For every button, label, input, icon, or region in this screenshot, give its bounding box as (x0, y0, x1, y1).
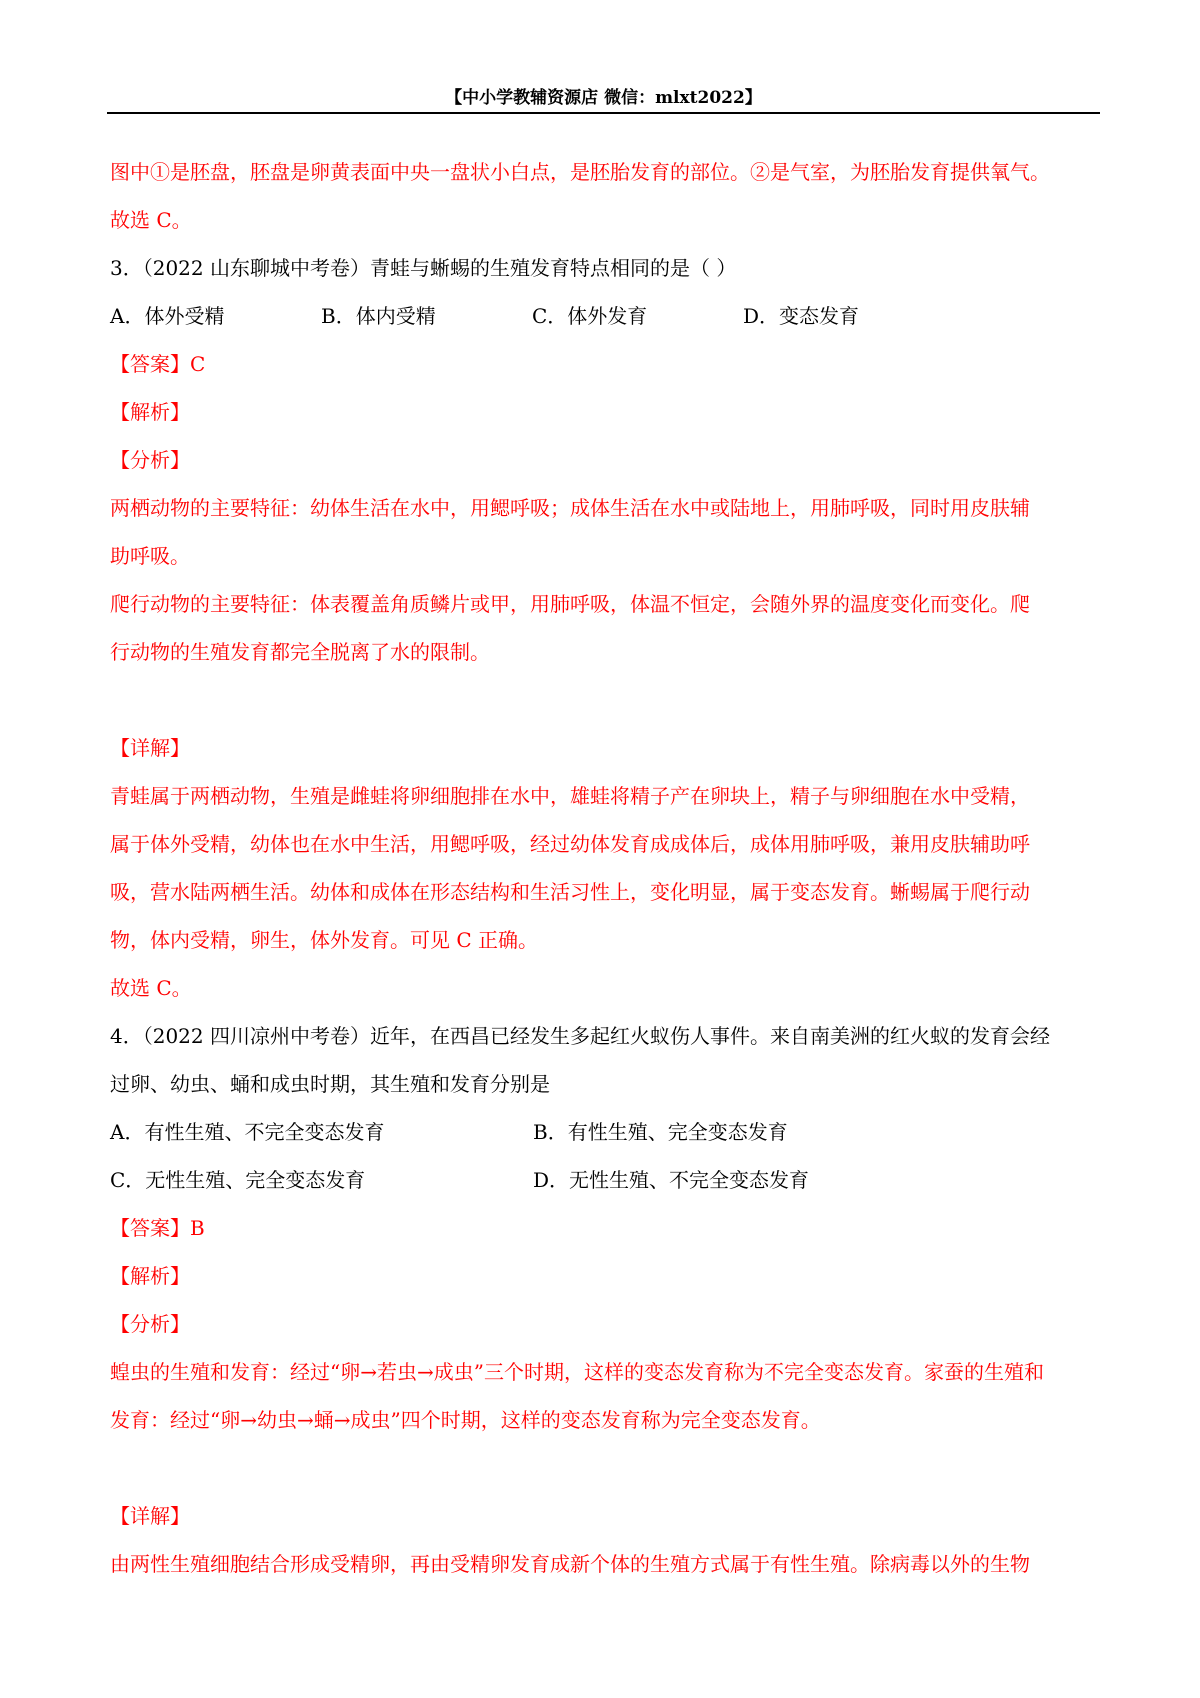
q4-options-row1 (110, 1108, 1100, 1156)
q3-fenxi-heading: 【分析】 (110, 448, 190, 472)
q3-option-b: B．体内受精 (321, 304, 436, 328)
q4-option-c: C．无性生殖、完全变态发育 (110, 1168, 366, 1192)
q4-stem-line: 过卵、幼虫、蛹和成虫时期，其生殖和发育分别是 (110, 1072, 550, 1096)
q4-answer: 【答案】B (110, 1216, 205, 1240)
q3-analysis-line: 两栖动物的主要特征：幼体生活在水中，用鳃呼吸；成体生活在水中或陆地上，用肺呼吸，同时用皮肤辅 (110, 496, 1030, 520)
q3-option-a: A．体外受精 (110, 304, 225, 328)
q3-analysis-line: 助呼吸。 (110, 544, 190, 568)
q3-detail-line: 吸，营水陆两栖生活。幼体和成体在形态结构和生活习性上，变化明显，属于变态发育。蜥蜴属于爬行动 (110, 880, 1030, 904)
q4-option-d: D．无性生殖、不完全变态发育 (533, 1168, 810, 1192)
q3-conclusion: 故选 C。 (110, 976, 192, 1000)
q3-analysis-line: 爬行动物的主要特征：体表覆盖角质鳞片或甲，用肺呼吸，体温不恒定，会随外界的温度变化而变化。爬 (110, 592, 1030, 616)
q4-xiangjie-heading: 【详解】 (110, 1504, 190, 1528)
q4-detail-line: 由两性生殖细胞结合形成受精卵，再由受精卵发育成新个体的生殖方式属于有性生殖。除病毒以外的生物 (110, 1552, 1030, 1576)
q3-detail-line: 属于体外受精，幼体也在水中生活，用鳃呼吸，经过幼体发育成成体后，成体用肺呼吸，兼用皮肤辅助呼 (110, 832, 1030, 856)
document-body (110, 148, 1100, 1588)
q4-stem-line: 4．（2022 四川凉州中考卷）近年，在西昌已经发生多起红火蚁伤人事件。来自南美洲的红火蚁的发育会经 (110, 1024, 1050, 1048)
q4-option-a: A．有性生殖、不完全变态发育 (110, 1120, 385, 1144)
q4-analysis-line: 蝗虫的生殖和发育：经过“卵→若虫→成虫”三个时期，这样的变态发育称为不完全变态发育。家蚕的生殖和 (110, 1360, 1044, 1384)
q3-option-d: D．变态发育 (743, 304, 860, 328)
q3-analysis-line: 行动物的生殖发育都完全脱离了水的限制。 (110, 640, 490, 664)
q3-answer: 【答案】C (110, 352, 206, 376)
q3-detail-line: 物，体内受精，卵生，体外发育。可见 C 正确。 (110, 928, 539, 952)
q3-xiangjie-heading: 【详解】 (110, 736, 190, 760)
prev-explanation-line: 图中①是胚盘，胚盘是卵黄表面中央一盘状小白点，是胚胎发育的部位。②是气室，为胚胎发育提供氧气。 (110, 160, 1050, 184)
q4-options-row2 (110, 1156, 1100, 1204)
blank-gap (110, 676, 1100, 724)
page-header: 【中小学教辅资源店 微信：mlxt2022】 (107, 84, 1100, 114)
prev-conclusion: 故选 C。 (110, 208, 192, 232)
q4-fenxi-heading: 【分析】 (110, 1312, 190, 1336)
q3-options (110, 292, 1100, 340)
q4-jiexi-heading: 【解析】 (110, 1264, 190, 1288)
q3-detail-line: 青蛙属于两栖动物，生殖是雌蛙将卵细胞排在水中，雄蛙将精子产在卵块上，精子与卵细胞在水中受精， (110, 784, 1030, 808)
blank-gap (110, 1444, 1100, 1492)
q4-analysis-line: 发育：经过“卵→幼虫→蛹→成虫”四个时期，这样的变态发育称为完全变态发育。 (110, 1408, 821, 1432)
q4-option-b: B．有性生殖、完全变态发育 (533, 1120, 788, 1144)
q3-stem: 3．（2022 山东聊城中考卷）青蛙与蜥蜴的生殖发育特点相同的是（ ） (110, 256, 737, 280)
q3-jiexi-heading: 【解析】 (110, 400, 190, 424)
q3-option-c: C．体外发育 (532, 304, 648, 328)
